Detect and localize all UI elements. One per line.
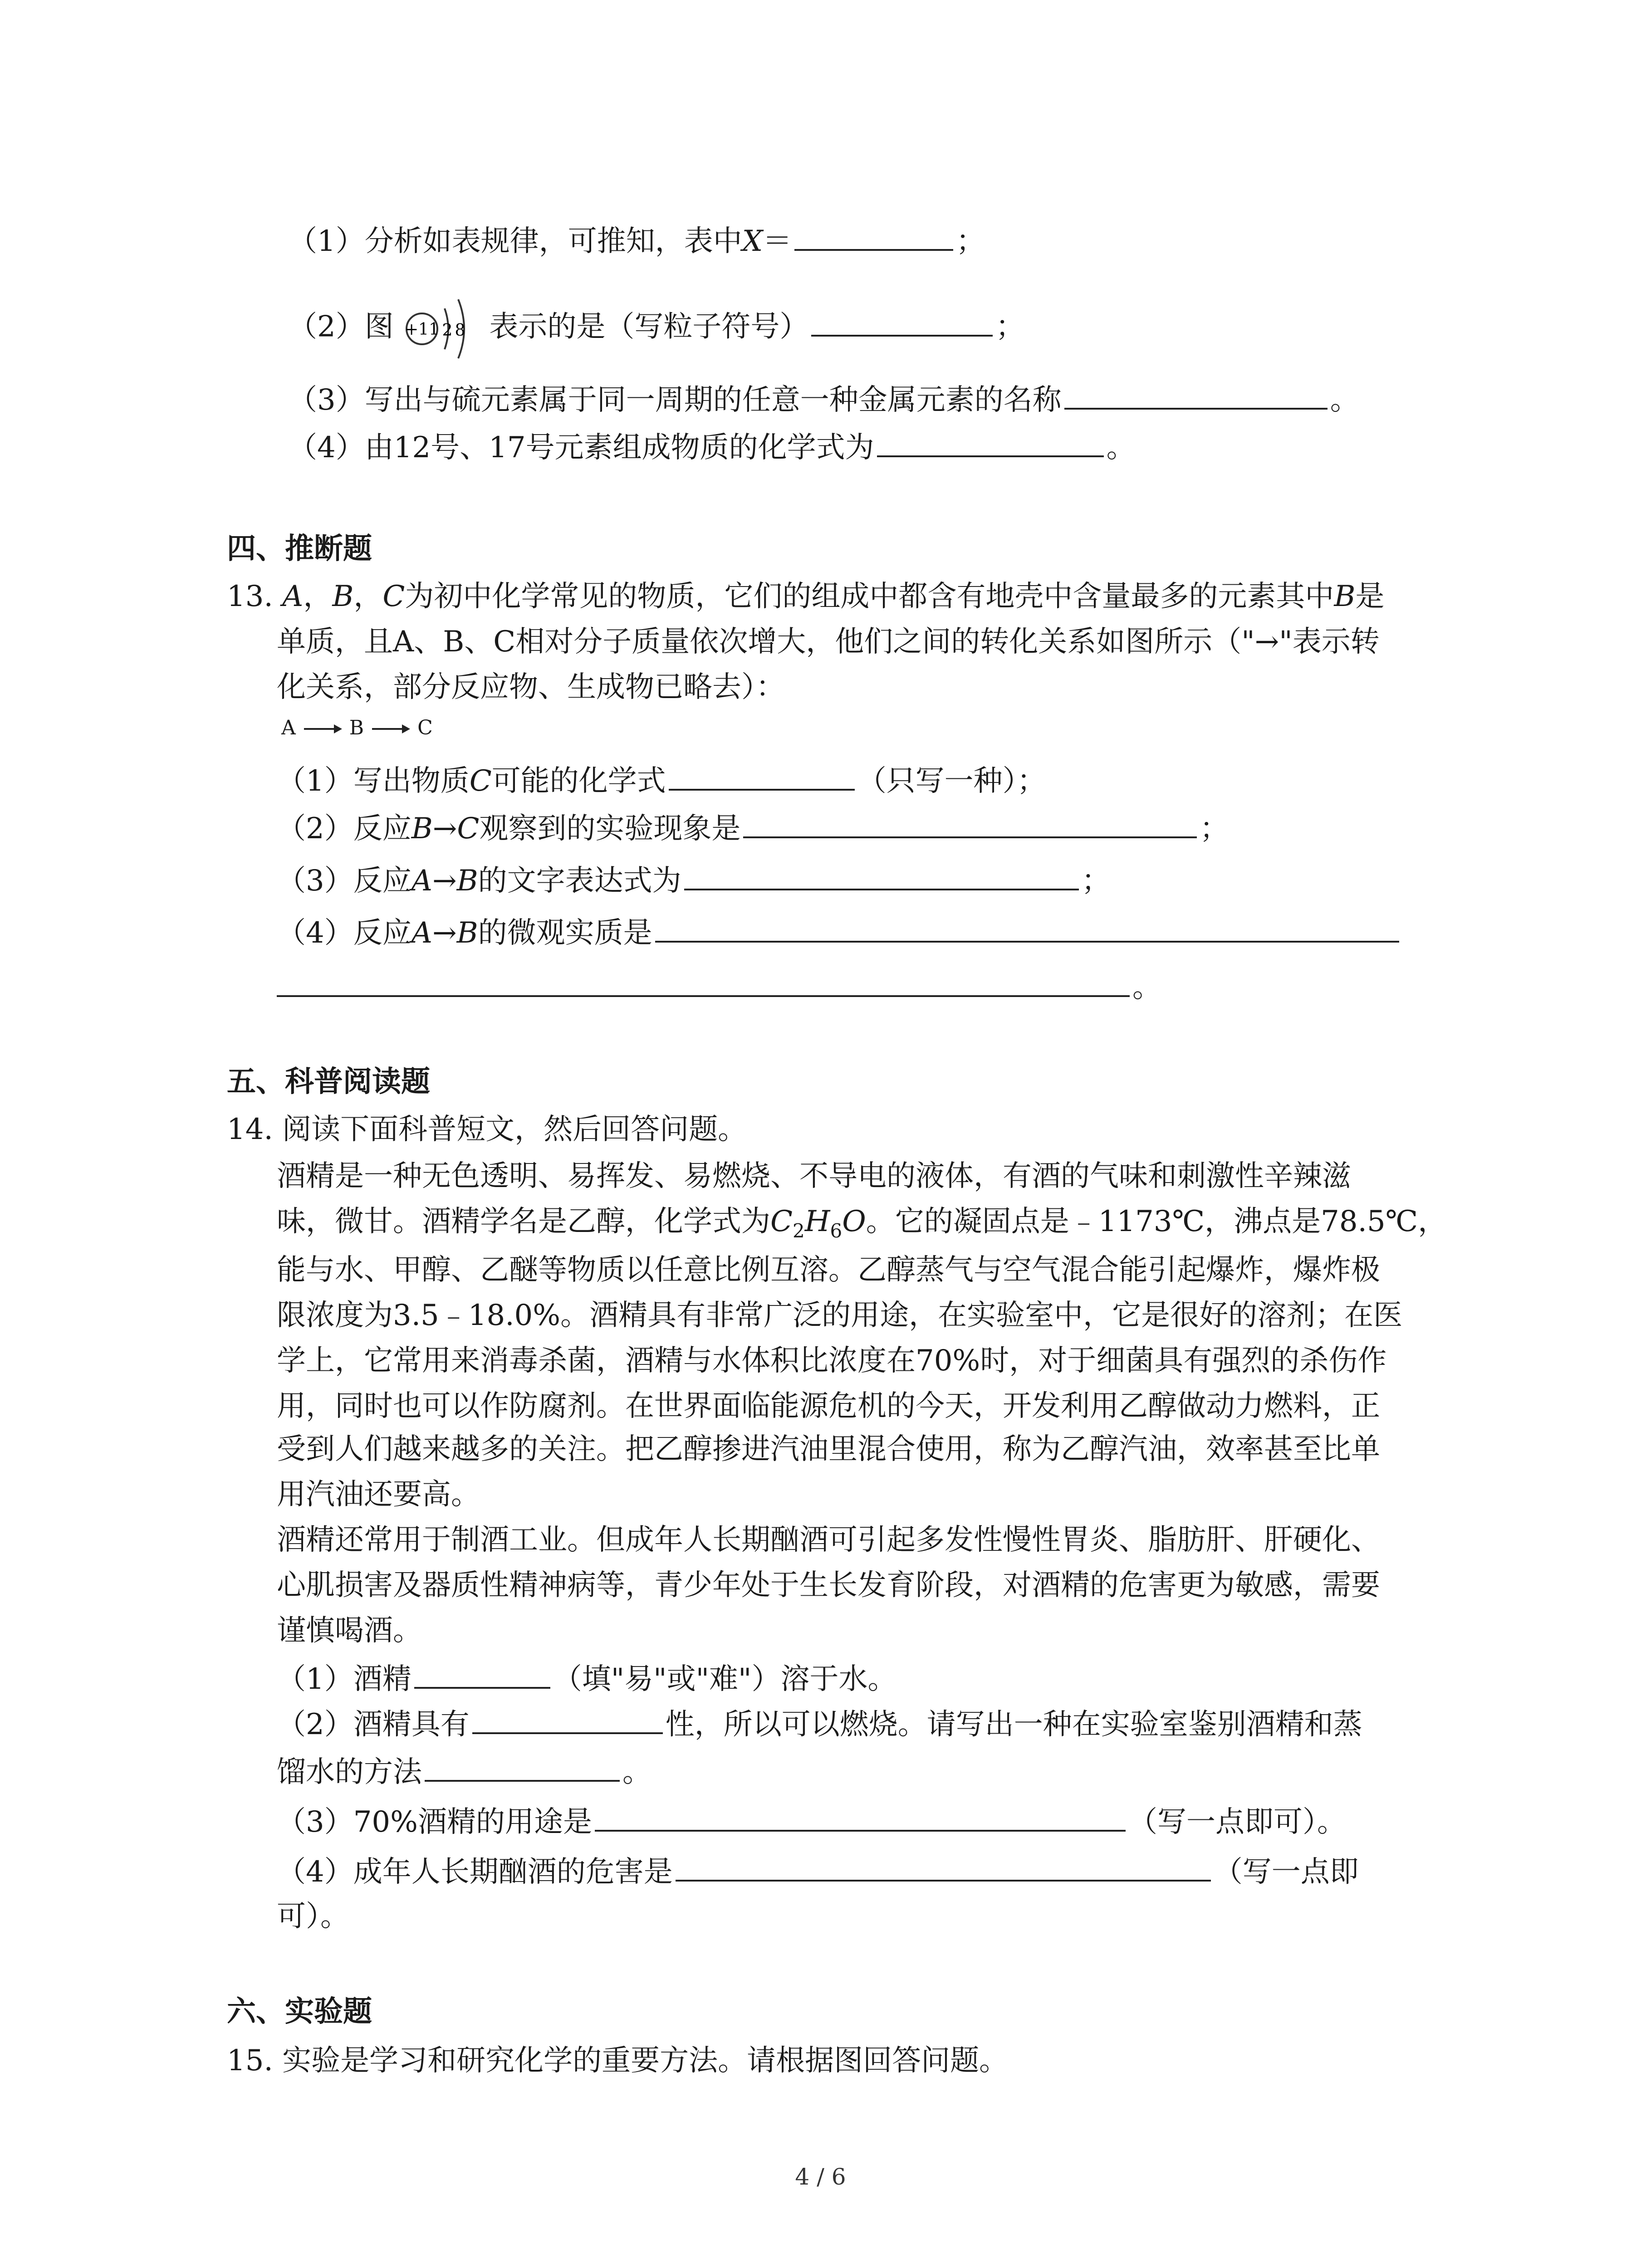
q13-part3: （3）反应A→B的文字表达式为 ； [277,860,1111,900]
sodium-ion-structure-diagram [403,290,480,367]
q13-part4-cont: 。 [277,966,1161,1007]
q14-para-line: 用汽油还要高。 [277,1478,480,1511]
q14-part1: （1）酒精 （填"易"或"难"）溶于水。 [277,1658,896,1699]
q13-line3: 化关系，部分反应物、生成物已略去）： [277,670,785,704]
answer-blank[interactable] [277,966,1130,997]
section-heading: 六、实验题 [227,1995,372,2028]
q14-part4: （4）成年人长期酗酒的危害是 （写一点即 [277,1851,1359,1892]
q13-line1: 13. A，B，C为初中化学常见的物质，它们的组成中都含有地壳中含量最多的元素其中B是 [227,580,1385,613]
svg-text:2: 2 [442,321,453,340]
answer-blank[interactable] [1064,379,1327,410]
q12-part3: （3）写出与硫元素属于同一周期的任意一种金属元素的名称 。 [288,379,1359,420]
answer-blank[interactable] [676,1851,1211,1882]
q14-part4-cont: 可）。 [277,1900,349,1933]
answer-blank[interactable] [794,220,953,251]
answer-blank[interactable] [655,912,1399,943]
q14-part2: （2）酒精具有 性，所以可以燃烧。请写出一种在实验室鉴别酒精和蒸 [277,1703,1362,1744]
q14-para-line: 受到人们越来越多的关注。把乙醇掺进汽油里混合使用，称为乙醇汽油，效率甚至比单 [277,1432,1380,1466]
answer-blank[interactable] [425,1751,620,1782]
page-number: 4 / 6 [795,2164,846,2190]
answer-blank[interactable] [472,1703,663,1734]
q14-para-line: 酒精还常用于制酒工业。但成年人长期酗酒可引起多发性慢性胃炎、脂肪肝、肝硬化、 [277,1523,1380,1557]
svg-text:8: 8 [455,321,465,340]
q15-prompt: 15. 实验是学习和研究化学的重要方法。请根据图回答问题。 [227,2044,1009,2077]
q14-part2-cont: 馏水的方法 。 [277,1751,652,1792]
answer-blank[interactable] [811,306,993,337]
q14-para-line: 限浓度为3.5﹣18.0%。酒精具有非常广泛的用途，在实验室中，它是很好的溶剂；在医 [277,1299,1403,1332]
answer-blank[interactable] [743,807,1197,838]
q12-part4: （4）由12号、17号元素组成物质的化学式为 。 [288,426,1136,467]
q14-prompt: 14. 阅读下面科普短文，然后回答问题。 [227,1113,747,1146]
q14-para-line: 心肌损害及器质性精神病等，青少年处于生长发育阶段，对酒精的危害更为敏感，需要 [277,1569,1380,1602]
q14-para-line: 用，同时也可以作防腐剂。在世界面临能源危机的今天，开发利用乙醇做动力燃料，正 [277,1389,1380,1423]
svg-text:+11: +11 [405,320,440,339]
q13-part4: （4）反应A→B的微观实质是 [277,912,1402,953]
arrow-icon [302,716,343,743]
answer-blank[interactable] [669,760,855,791]
q13-line2: 单质，且A、B、C相对分子质量依次增大，他们之间的转化关系如图所示（"→"表示转 [277,625,1380,659]
q12-part2: （2）图 +11 2 8 表示的是（写粒子符号） ； [288,290,1024,331]
q13-part2: （2）反应B→C观察到的实验现象是 ； [277,807,1229,848]
q14-para-line: 味，微甘。酒精学名是乙醇，化学式为$C_2H_6O$。它的凝固点是﹣1173℃，沸点是78.5℃， [277,1205,1447,1242]
answer-blank[interactable] [595,1801,1126,1832]
conversion-chain-diagram: A B C [281,714,433,742]
answer-blank[interactable] [877,426,1104,457]
answer-blank[interactable] [684,860,1079,890]
answer-blank[interactable] [414,1658,550,1689]
q14-para-line: 学上，它常用来消毒杀菌，酒精与水体积比浓度在70%时，对于细菌具有强烈的杀伤作 [277,1344,1387,1378]
section-heading: 五、科普阅读题 [227,1065,430,1099]
q14-para-line: 酒精是一种无色透明、易挥发、易燃烧、不导电的液体，有酒的气味和刺激性辛辣滋 [277,1159,1351,1193]
q14-part3: （3）70%酒精的用途是 （写一点即可）。 [277,1801,1346,1842]
q14-para-line: 谨慎喝酒。 [277,1614,422,1647]
q13-part1: （1）写出物质C可能的化学式 （只写一种）； [277,760,1046,801]
arrow-icon [370,716,411,743]
q14-para-line: 能与水、甲醇、乙醚等物质以任意比例互溶。乙醇蒸气与空气混合能引起爆炸，爆炸极 [277,1253,1380,1287]
section-heading: 四、推断题 [227,532,372,566]
q12-part1: （1）分析如表规律，可推知，表中X＝ ； [288,220,985,261]
